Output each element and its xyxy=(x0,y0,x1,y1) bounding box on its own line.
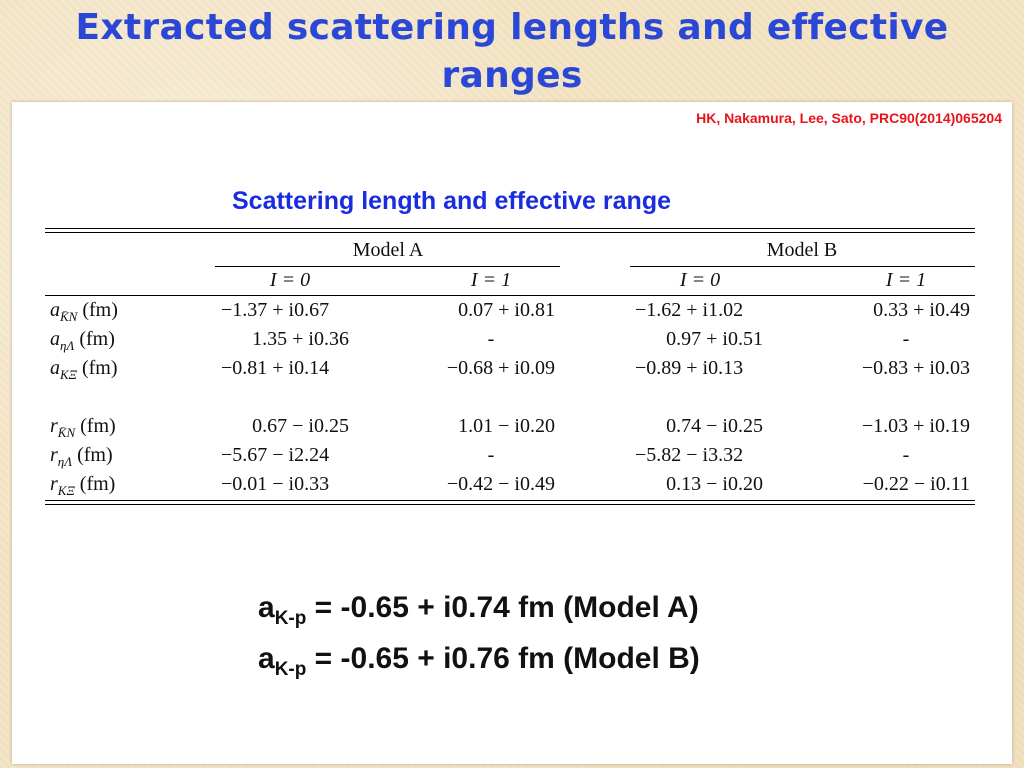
result-line-model-a: $a_{K-p} = -0.65 + i0.74$ fm (Model A) xyxy=(258,591,699,629)
table-cell: 0.33 + i0.49 xyxy=(873,299,970,321)
isospin-header: I = 1 xyxy=(470,269,512,291)
table-bottom-rule-2 xyxy=(45,504,975,505)
table-cell: - xyxy=(902,328,910,350)
row-label: $r_{K̄N}$ (fm) xyxy=(50,415,116,440)
table-cell: −5.82 − i3.32 xyxy=(635,444,744,466)
slide-title: Extracted scattering lengths and effective ranges xyxy=(75,7,949,96)
table-cell: 0.07 + i0.81 xyxy=(458,299,555,321)
table-cell: −1.62 + i1.02 xyxy=(635,299,744,321)
table-cell: −0.01 − i0.33 xyxy=(221,473,330,495)
table-cell: - xyxy=(487,444,495,466)
row-label: $r_{\eta\Lambda}$ (fm) xyxy=(50,444,113,469)
model-a-underline xyxy=(215,266,560,267)
row-label: $a_{K\Xi}$ (fm) xyxy=(50,357,118,382)
isospin-header: I = 1 xyxy=(885,269,927,291)
model-b-header: Model B xyxy=(766,239,838,261)
table-cell: 1.01 − i0.20 xyxy=(458,415,555,437)
table-cell: 0.74 − i0.25 xyxy=(666,415,763,437)
row-label: $r_{K\Xi}$ (fm) xyxy=(50,473,116,498)
result-formulas xyxy=(258,588,700,690)
isospin-header: I = 0 xyxy=(679,269,721,291)
table-top-rule-2 xyxy=(45,232,975,233)
table-cell: 0.67 − i0.25 xyxy=(252,415,349,437)
header-bottom-rule xyxy=(45,295,975,296)
table-cell: - xyxy=(902,444,910,466)
table-bottom-rule xyxy=(45,500,975,501)
table-cell: −0.83 + i0.03 xyxy=(861,357,970,379)
table-cell: −1.03 + i0.19 xyxy=(861,415,970,437)
table-cell: −5.67 − i2.24 xyxy=(221,444,330,466)
row-label: $a_{K̄N}$ (fm) xyxy=(50,299,118,324)
table-top-rule xyxy=(45,228,975,229)
table-cell: 0.13 − i0.20 xyxy=(666,473,763,495)
row-label: $a_{\eta\Lambda}$ (fm) xyxy=(50,328,115,353)
table-caption: Scattering length and effective range xyxy=(232,187,671,215)
table-cell: 1.35 + i0.36 xyxy=(252,328,349,350)
model-a-header: Model A xyxy=(352,239,424,261)
table-cell: −0.42 − i0.49 xyxy=(446,473,555,495)
table-cell: −0.81 + i0.14 xyxy=(221,357,330,379)
table-cell: −0.22 − i0.11 xyxy=(862,473,970,495)
model-b-underline xyxy=(630,266,975,267)
citation: HK, Nakamura, Lee, Sato, PRC90(2014)065204 xyxy=(696,110,1002,126)
table-cell: 0.97 + i0.51 xyxy=(666,328,763,350)
table-cell: −0.68 + i0.09 xyxy=(446,357,555,379)
isospin-header: I = 0 xyxy=(269,269,311,291)
table-cell: - xyxy=(487,328,495,350)
table-cell: −0.89 + i0.13 xyxy=(635,357,744,379)
result-line-model-b: $a_{K-p} = -0.65 + i0.76$ fm (Model B) xyxy=(258,642,700,680)
table-cell: −1.37 + i0.67 xyxy=(221,299,330,321)
